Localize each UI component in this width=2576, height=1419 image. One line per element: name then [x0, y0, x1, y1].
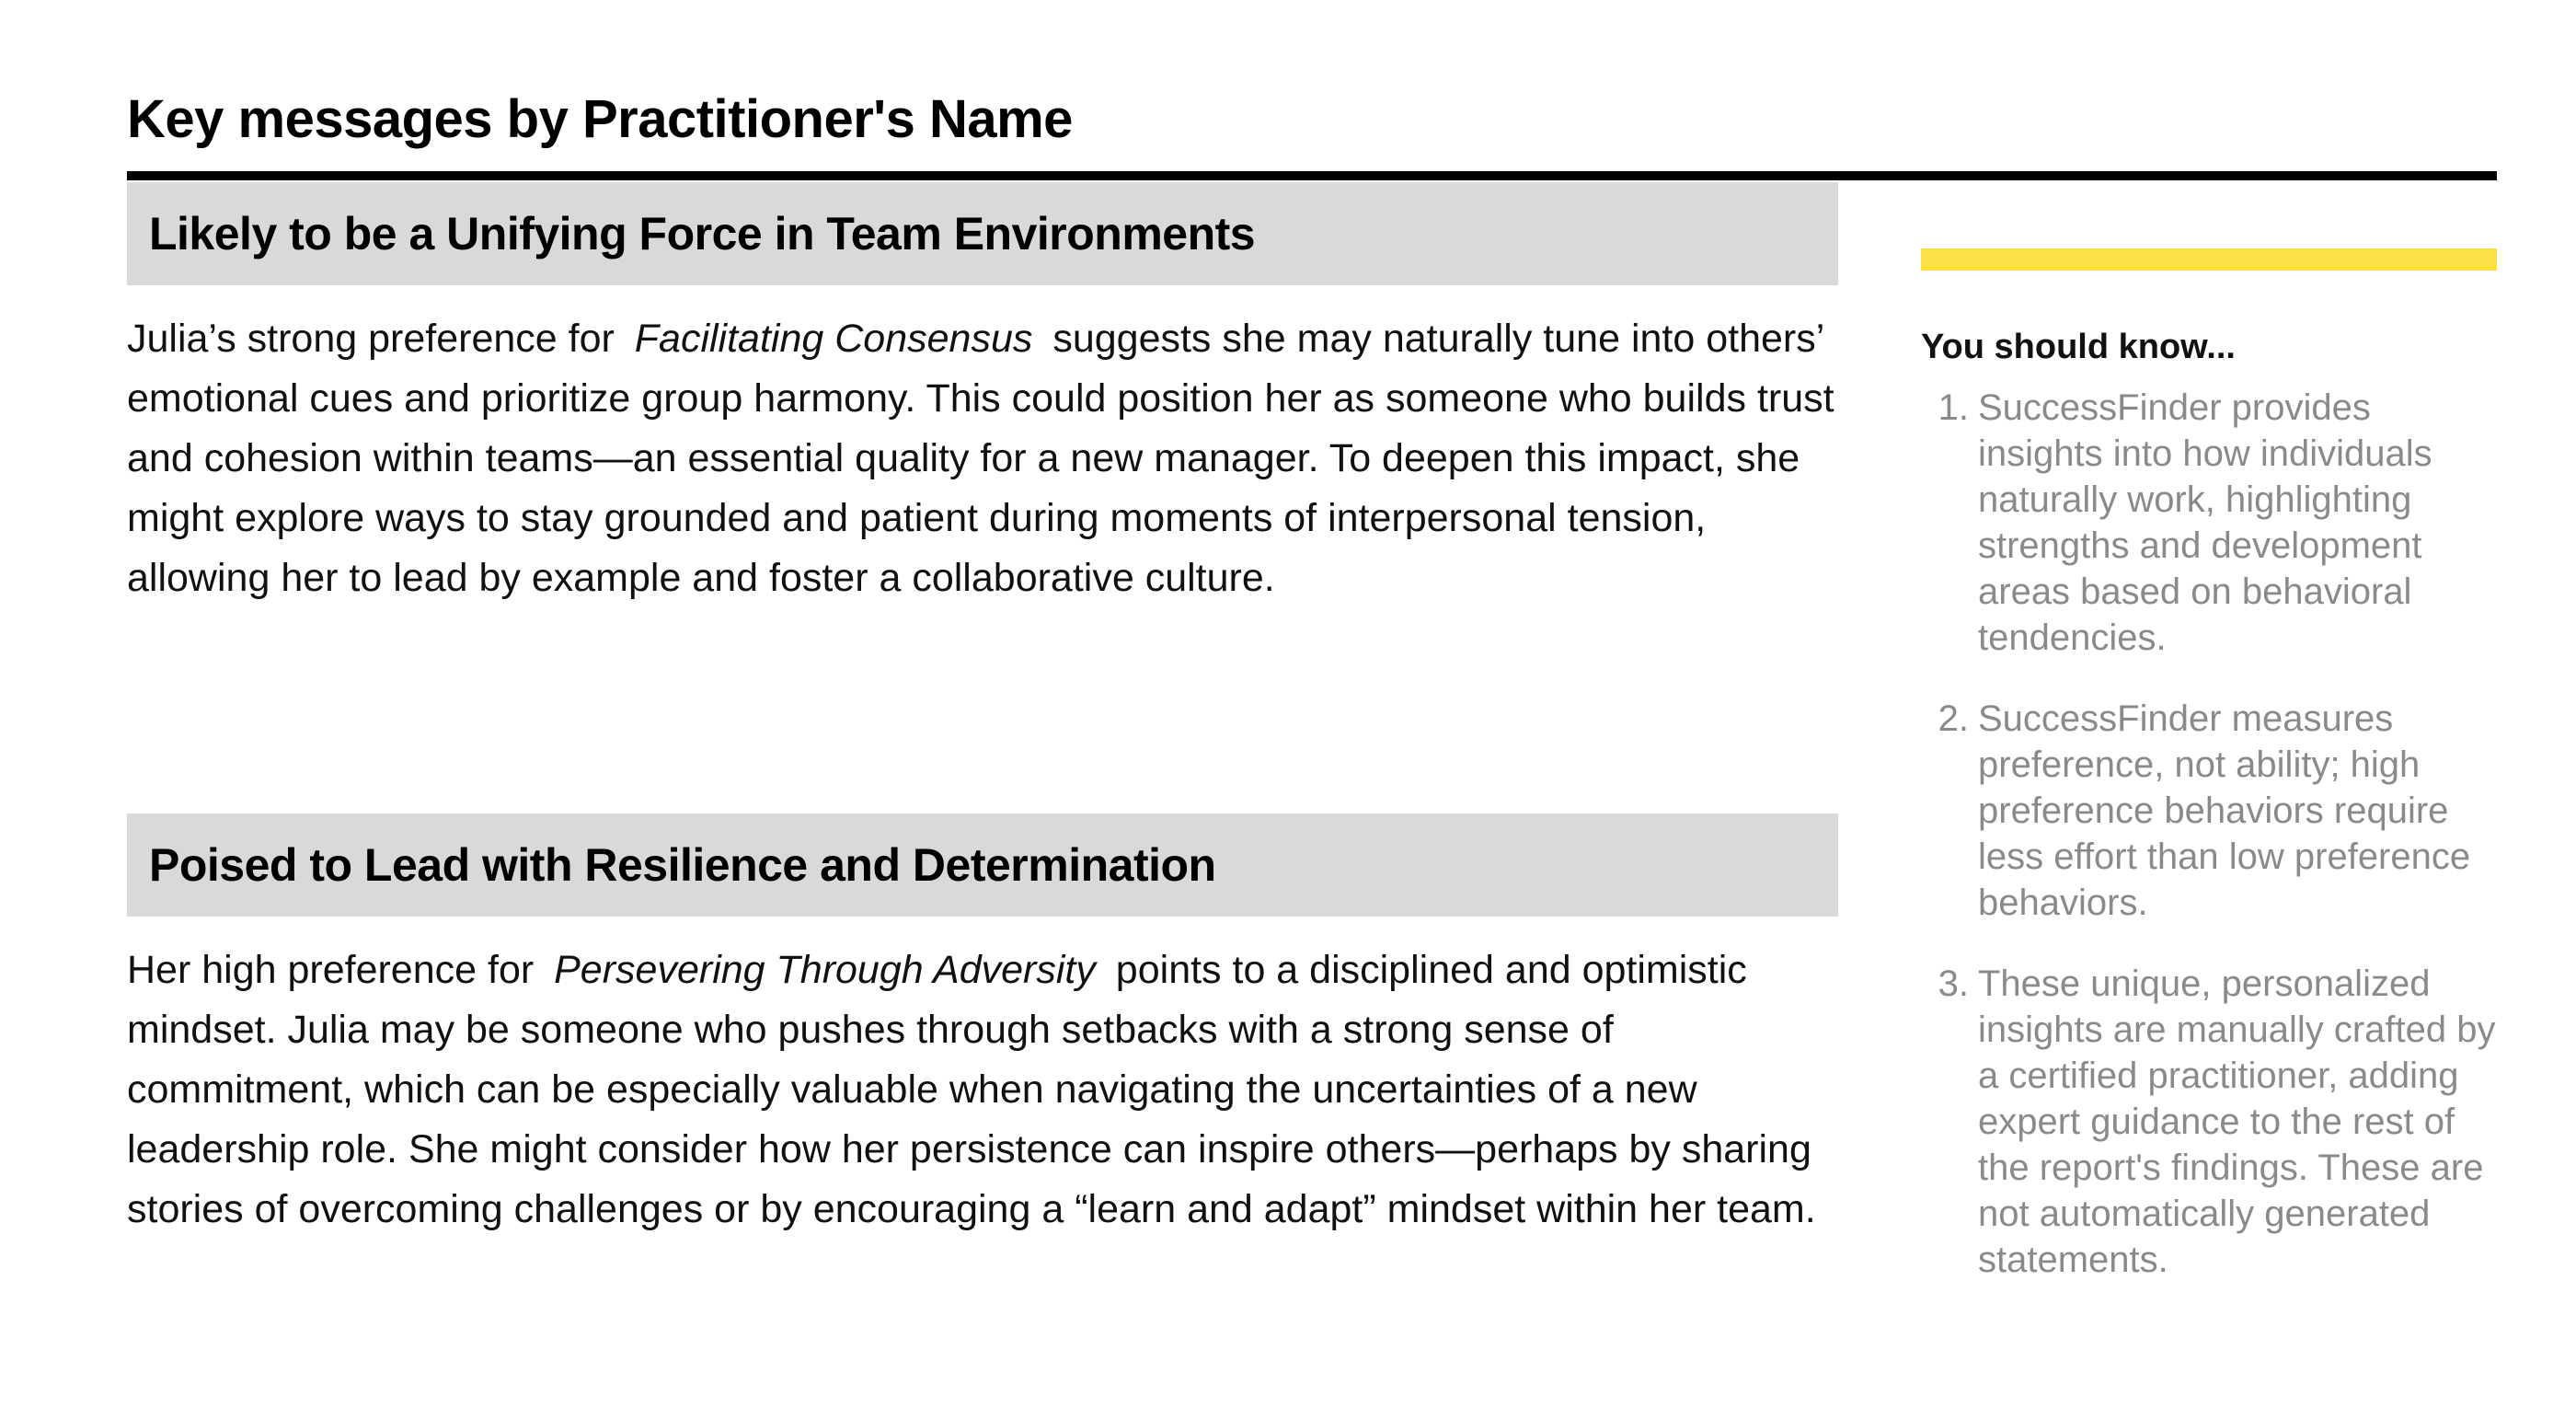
list-item — [1921, 385, 2497, 661]
section-header — [127, 182, 1838, 285]
body-text: Julia’s strong preference for — [127, 317, 626, 361]
section-body — [127, 285, 1838, 608]
list-item — [1921, 696, 2497, 926]
list-item-number: 3. — [1938, 963, 1969, 1004]
page-title: Key messages by Practitioner's Name — [127, 89, 1073, 149]
list-item-number: 1. — [1938, 387, 1969, 428]
title-divider — [127, 171, 2497, 180]
list-item-number: 2. — [1938, 698, 1969, 739]
key-message-section — [127, 182, 1838, 608]
sidebar-accent-bar — [1921, 248, 2497, 271]
emphasized-behavior: Persevering Through Adversity — [554, 948, 1096, 992]
you-should-know-sidebar — [1921, 248, 2497, 1318]
body-text: points to a disciplined and optimistic mindset. Julia may be someone who pushes through setbacks with a strong sense of commitment, which can be especially valuable when navigating the uncertainties of a new leadership role. She might consider how her persistence can inspire others—perhaps by sharing stories of overcoming challenges or by encouraging a “learn and adapt” mindset within her team. — [127, 948, 1816, 1231]
section-heading: Poised to Lead with Resilience and Determination — [149, 839, 1216, 891]
sidebar-heading: You should know... — [1921, 328, 2236, 366]
section-header — [127, 813, 1838, 917]
body-text: Her high preference for — [127, 948, 546, 992]
notes-list — [1921, 385, 2497, 1283]
body-text: suggests she may naturally tune into others’ emotional cues and prioritize group harmony. This could position her as someone who builds trust and cohesion within teams—an essential quality for a new manager. To deepen this impact, she might explore ways to stay grounded and patient during moments of interpersonal tension, allowing her to lead by example and foster a collaborative culture. — [127, 317, 1834, 600]
list-item-text: SuccessFinder provides insights into how individuals naturally work, highlighting strengths and development areas based on behavioral tendencies. — [1978, 387, 2432, 658]
section-body — [127, 917, 1838, 1240]
emphasized-behavior: Facilitating Consensus — [634, 317, 1033, 361]
key-message-section — [127, 813, 1838, 1240]
list-item-text: SuccessFinder measures preference, not ability; high preference behaviors require less effort than low preference behaviors. — [1978, 698, 2471, 923]
list-item-text: These unique, personalized insights are manually crafted by a certified practitioner, adding expert guidance to the rest of the report's findings. These are not automatically generated statements. — [1978, 963, 2496, 1280]
section-heading: Likely to be a Unifying Force in Team Environments — [149, 208, 1256, 260]
list-item — [1921, 961, 2497, 1283]
